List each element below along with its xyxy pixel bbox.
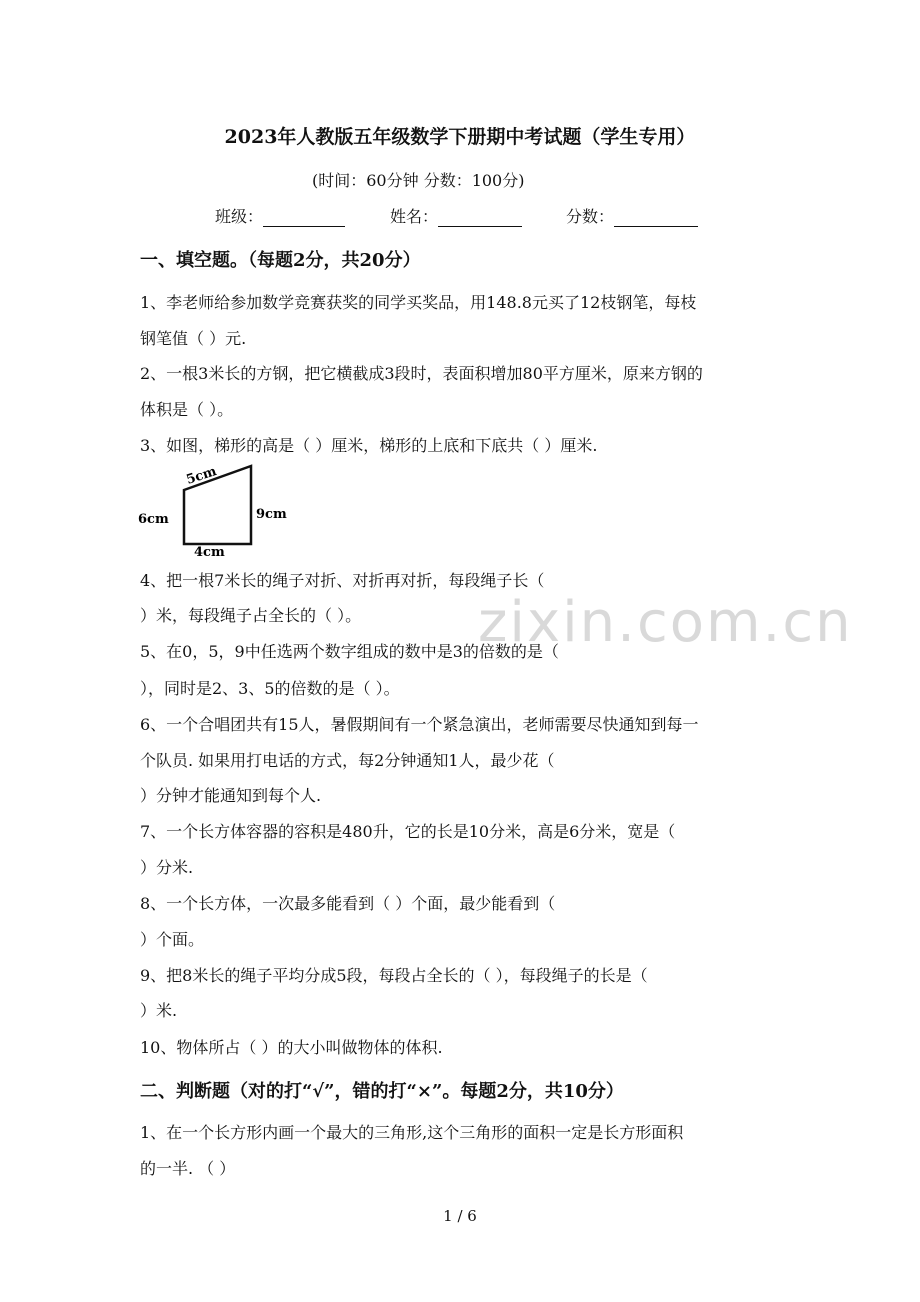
name-blank	[438, 209, 522, 227]
score-field	[566, 204, 698, 227]
question-line: 钢笔值（ ）元.	[140, 329, 247, 348]
question-line: ）分米.	[140, 858, 194, 877]
page-title: 2023年人教版五年级数学下册期中考试题（学生专用）	[224, 126, 696, 148]
question-line: ）个面。	[140, 930, 205, 949]
question-line: 5、在0，5，9中任选两个数字组成的数中是3的倍数的是（	[140, 642, 559, 661]
question-line: 3、如图，梯形的高是（ ）厘米，梯形的上底和下底共（ ）厘米.	[140, 436, 598, 455]
question-line: 1、在一个长方形内画一个最大的三角形,这个三角形的面积一定是长方形面积	[140, 1123, 684, 1142]
question-line: 体积是（ ）。	[140, 400, 234, 419]
question-line: 8、一个长方体，一次最多能看到（ ）个面，最少能看到（	[140, 894, 556, 913]
question-line: ），同时是2、3、5的倍数的是（ ）。	[140, 679, 400, 698]
name-field	[390, 204, 522, 227]
top-side-label: 5cm	[184, 464, 219, 488]
exam-subtitle: (时间：60分钟 分数：100分)	[312, 171, 525, 190]
section-true-false: 二、判断题（对的打“√”，错的打“×”。每题2分，共10分）	[140, 1081, 624, 1102]
question-line: 10、物体所占（ ）的大小叫做物体的体积.	[140, 1038, 443, 1057]
question-line: ）米.	[140, 1001, 178, 1020]
class-field	[215, 204, 345, 227]
question-line: 4、把一根7米长的绳子对折、对折再对折，每段绳子长（	[140, 571, 545, 590]
question-line: 的一半. （ ）	[140, 1159, 236, 1178]
class-blank	[263, 209, 345, 227]
question-line: 9、把8米长的绳子平均分成5段，每段占全长的（ ），每段绳子的长是（	[140, 966, 648, 985]
question-line: 1、李老师给参加数学竞赛获奖的同学买奖品，用148.8元买了12枝钢笔，每枝	[140, 293, 697, 312]
question-line: 2、一根3米长的方钢，把它横截成3段时，表面积增加80平方厘米，原来方钢的	[140, 364, 703, 383]
question-line: ）分钟才能通知到每个人.	[140, 786, 322, 805]
section-fill-in: 一、填空题。（每题2分，共20分）	[140, 250, 421, 271]
question-line: 个队员. 如果用打电话的方式，每2分钟通知1人，最少花（	[140, 751, 555, 770]
trapezoid-figure	[136, 460, 306, 560]
class-label: 班级：	[215, 207, 264, 226]
question-line: ）米，每段绳子占全长的（ ）。	[140, 606, 362, 625]
name-label: 姓名：	[390, 207, 439, 226]
watermark: zixin.com.cn	[478, 590, 853, 655]
question-line: 6、一个合唱团共有15人，暑假期间有一个紧急演出，老师需要尽快通知到每一	[140, 715, 699, 734]
score-blank	[614, 209, 698, 227]
left-side-label: 6cm	[138, 512, 169, 527]
page-number: 1 / 6	[443, 1207, 477, 1225]
score-label: 分数：	[566, 207, 615, 226]
question-line: 7、一个长方体容器的容积是480升，它的长是10分米，高是6分米，宽是（	[140, 822, 676, 841]
bottom-side-label: 4cm	[194, 545, 225, 560]
right-side-label: 9cm	[256, 507, 287, 522]
